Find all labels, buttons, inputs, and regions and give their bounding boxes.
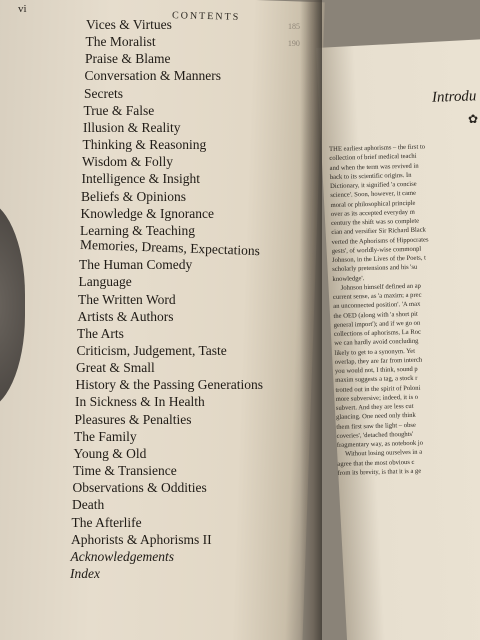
introduction-line: cian and versifier Sir Richard Black — [331, 226, 427, 237]
introduction-line: knowledge'. — [332, 274, 365, 283]
toc-entry: Memories, Dreams, Expectations — [79, 236, 260, 259]
toc-entry: Death — [72, 497, 105, 513]
toc-entry: True & False — [83, 102, 155, 118]
introduction-line: Without losing ourselves in a — [345, 448, 423, 458]
toc-entry: Praise & Blame — [85, 51, 171, 67]
toc-entry: The Moralist — [85, 34, 156, 50]
toc-entry: History & the Passing Generations — [75, 377, 263, 393]
toc-entry: Language — [78, 274, 132, 290]
introduction-line: likely to get to a synonym. Yet — [334, 347, 416, 357]
introduction-line: fragmentary way, as notebook jo — [336, 439, 424, 449]
introduction-line: subvert. And they are less cut — [335, 402, 414, 412]
book-gutter — [300, 0, 322, 640]
toc-entry: Thinking & Reasoning — [82, 137, 207, 153]
introduction-line: Johnson, in the Lives of the Poets, t — [331, 254, 427, 264]
introduction-line: scholarly pretensions and his 'su — [332, 263, 418, 274]
introduction-line: from its brevity, is that it is a ge — [337, 467, 422, 477]
toc-page-number: 190 — [287, 39, 300, 49]
introduction-text — [329, 140, 480, 478]
toc-entry: Index — [70, 566, 100, 581]
introduction-line: collection of brief medical teachi — [329, 152, 417, 163]
introduction-line: coveries', 'detached thoughts' — [336, 430, 414, 440]
toc-entry: Young & Old — [73, 445, 147, 461]
toc-entry: Acknowledgements — [70, 548, 174, 564]
toc-entry: In Sickness & In Health — [75, 394, 205, 410]
toc-entry: The Human Comedy — [79, 257, 193, 273]
page-header: CONTENTS — [171, 10, 241, 23]
introduction-line: an unconnected position'. 'A max — [333, 300, 421, 311]
toc-entry: The Family — [74, 428, 137, 444]
introduction-line: back to its scientific origins. In — [329, 171, 412, 181]
toc-entry: Observations & Oddities — [72, 480, 207, 496]
introduction-line: them first saw the light – obse — [336, 421, 416, 431]
introduction-line: overlap, they are far from interch — [334, 356, 423, 366]
toc-entry: Knowledge & Ignorance — [80, 205, 214, 221]
toc-entry: Learning & Teaching — [80, 222, 196, 238]
toc-entry: Beliefs & Opinions — [81, 188, 186, 204]
introduction-line: science'. Soon, however, it came — [330, 189, 417, 200]
introduction-line: current sense, as 'a maxim; a prec — [332, 291, 422, 301]
introduction-line: Dictionary, it signified 'a concise — [329, 180, 417, 190]
introduction-line: over as its accepted everyday m — [330, 208, 415, 218]
introduction-line: trotted out in the spirit of Poloni — [335, 384, 421, 394]
toc-entry: Artists & Authors — [77, 308, 174, 324]
introduction-line: the OED (along with 'a short pit — [333, 310, 418, 320]
toc-entry: Illusion & Reality — [83, 119, 181, 135]
ornament-icon: ✿ — [468, 112, 479, 126]
toc-entry: Time & Transience — [73, 463, 177, 479]
introduction-line: you would not, I think, sound p — [334, 365, 418, 375]
introduction-line: century the shift was so complete — [330, 217, 420, 227]
toc-entry: Conversation & Manners — [84, 68, 221, 84]
toc-entry: Aphorists & Aphorisms II — [71, 531, 212, 547]
introduction-line: glancing. One need only think — [336, 412, 416, 422]
toc-entry: Secrets — [84, 85, 123, 101]
toc-entry: The Arts — [77, 325, 124, 341]
introduction-title: Introdu — [431, 88, 477, 106]
toc-entry: Great & Small — [76, 360, 155, 376]
introduction-line: verted the Aphorisms of Hippocrates — [331, 235, 429, 246]
toc-entry: Intelligence & Insight — [81, 171, 200, 187]
introduction-line: general import'); and if we go on — [333, 319, 421, 329]
toc-entry: The Written Word — [78, 291, 176, 307]
page-number: vi — [18, 3, 27, 15]
introduction-line: maxim suggests a tag, a stock r — [335, 375, 418, 385]
toc-entry: Criticism, Judgement, Taste — [76, 342, 227, 358]
toc-entry: Pleasures & Penalties — [74, 411, 192, 427]
introduction-line: collections of aphorisms, La Roc — [333, 328, 422, 338]
introduction-line: agree that the most obvious c — [337, 458, 415, 468]
toc-page-number: 185 — [288, 22, 300, 31]
introduction-line: Johnson himself defined an ap — [340, 282, 422, 292]
introduction-line: THE earliest aphorisms – the first to — [329, 143, 426, 153]
introduction-line: more subversive; indeed, it is o — [335, 393, 419, 403]
introduction-line: we can hardly avoid concluding — [334, 337, 419, 348]
toc-entry: The Afterlife — [71, 514, 142, 530]
toc-entry: Vices & Virtues — [86, 17, 172, 32]
introduction-line: gests', of worldly-wise commonpl — [331, 245, 422, 255]
introduction-line: moral or philosophical principle — [330, 199, 416, 209]
introduction-line: and when the term was revived in — [329, 162, 419, 172]
toc-entry: Wisdom & Folly — [82, 154, 173, 170]
